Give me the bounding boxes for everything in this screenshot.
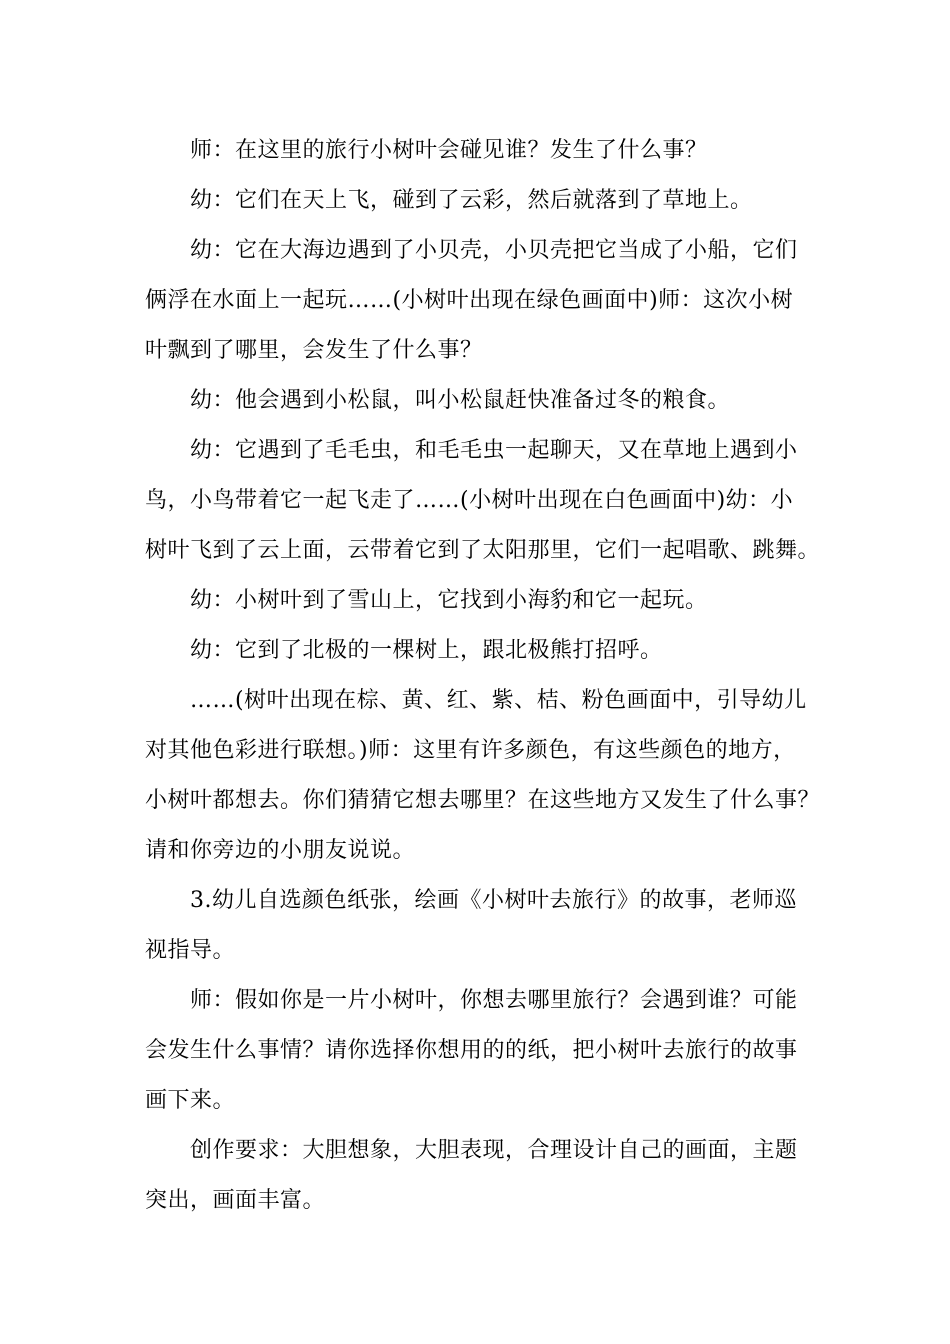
text-line: ……(树叶出现在棕、黄、红、紫、桔、粉色画面中，引导幼儿 — [190, 688, 807, 713]
text-line: 幼：他会遇到小松鼠，叫小松鼠赶快准备过冬的粮食。 — [190, 388, 731, 413]
text-line: 师：在这里的旅行小树叶会碰见谁？发生了什么事？ — [190, 138, 708, 163]
text-line: 会发生什么事情？请你选择你想用的的纸，把小树叶去旅行的故事 — [145, 1038, 798, 1063]
text-line: 画下来。 — [145, 1088, 236, 1113]
text-line: 叶飘到了哪里，会发生了什么事？ — [145, 338, 483, 363]
text-line: 请和你旁边的小朋友说说。 — [145, 838, 416, 863]
text-line: 师：假如你是一片小树叶，你想去哪里旅行？会遇到谁？可能 — [190, 988, 798, 1013]
text-line: 小树叶都想去。你们猜猜它想去哪里？在这些地方又发生了什么事？ — [145, 788, 821, 813]
text-line: 幼：它们在天上飞，碰到了云彩，然后就落到了草地上。 — [190, 188, 753, 213]
text-line: 俩浮在水面上一起玩……(小树叶出现在绿色画面中)师：这次小树 — [145, 288, 794, 313]
text-line: 幼：它遇到了毛毛虫，和毛毛虫一起聊天，又在草地上遇到小 — [190, 438, 798, 463]
text-line: 对其他色彩进行联想。)师：这里有许多颜色，有这些颜色的地方， — [145, 738, 796, 763]
text-line: 3.幼儿自选颜色纸张，绘画《小树叶去旅行》的故事，老师巡 — [190, 888, 797, 913]
text-line: 创作要求：大胆想象，大胆表现，合理设计自己的画面，主题 — [190, 1138, 798, 1163]
text-line: 树叶飞到了云上面，云带着它到了太阳那里，它们一起唱歌、跳舞。 — [145, 538, 821, 563]
text-line: 幼：它在大海边遇到了小贝壳，小贝壳把它当成了小船，它们 — [190, 238, 798, 263]
text-line: 视指导。 — [145, 938, 236, 963]
text-line: 突出，画面丰富。 — [145, 1188, 326, 1213]
text-line: 幼：小树叶到了雪山上，它找到小海豹和它一起玩。 — [190, 588, 708, 613]
text-line: 鸟，小鸟带着它一起飞走了……(小树叶出现在白色画面中)幼：小 — [145, 488, 794, 513]
text-line: 幼：它到了北极的一棵树上，跟北极熊打招呼。 — [190, 638, 663, 663]
